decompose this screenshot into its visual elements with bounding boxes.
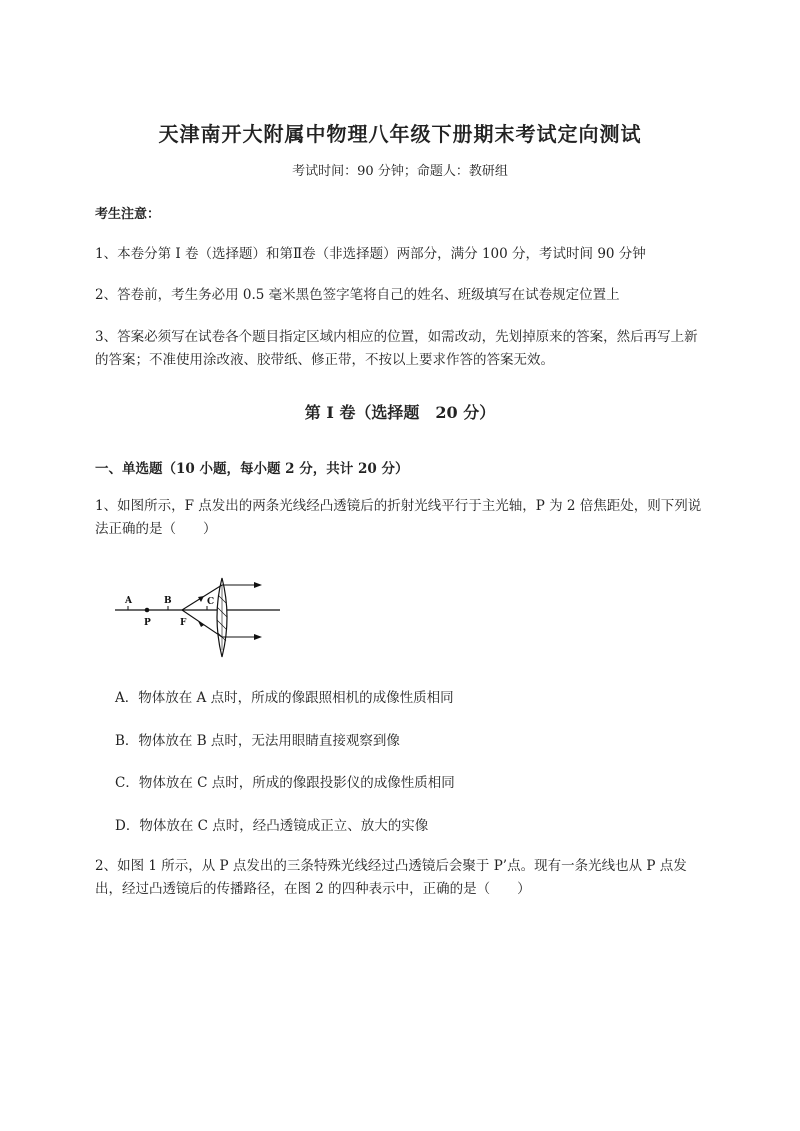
question-group-heading: 一、单选题（10 小题，每小题 2 分，共计 20 分） (95, 461, 409, 477)
option-c[interactable]: C．物体放在 C 点时，所成的像跟投影仪的成像性质相同 (115, 775, 455, 791)
label-f: F (180, 618, 187, 628)
option-b[interactable]: B．物体放在 B 点时，无法用眼睛直接观察到像 (115, 733, 400, 749)
label-c: C (207, 597, 215, 607)
label-a: A (125, 596, 132, 606)
notice-item-2: 2、答卷前，考生务必用 0.5 毫米黑色签字笔将自己的姓名、班级填写在试卷规定位置上 (95, 287, 620, 303)
section-title: 第 I 卷（选择题 20 分） (304, 403, 496, 422)
refracted-lower-arrow (254, 634, 262, 640)
exam-subtitle: 考试时间：90 分钟；命题人：教研组 (292, 164, 508, 179)
lens-ray-diagram (110, 575, 285, 660)
lens-diagram-svg (110, 575, 285, 660)
option-d[interactable]: D．物体放在 C 点时，经凸透镜成正立、放大的实像 (115, 818, 429, 834)
refracted-upper-arrow (254, 582, 262, 588)
page-title: 天津南开大附属中物理八年级下册期末考试定向测试 (158, 122, 642, 146)
label-b: B (164, 596, 172, 606)
notice-item-1: 1、本卷分第 I 卷（选择题）和第Ⅱ卷（非选择题）两部分，满分 100 分，考试时间 90 分钟 (95, 246, 646, 262)
notice-item-3: 3、答案必须写在试卷各个题目指定区域内相应的位置，如需改动，先划掉原来的答案，然后再写上新的答案；不准使用涂改液、胶带纸、修正带，不按以上要求作答的答案无效。 (95, 329, 698, 368)
question-1-stem: 1、如图所示，F 点发出的两条光线经凸透镜后的折射光线平行于主光轴，P 为 2 倍焦距处，则下列说法正确的是（ ） (95, 498, 702, 537)
ray-lower-incident (182, 610, 222, 637)
notice-heading: 考生注意： (95, 207, 161, 222)
option-a[interactable]: A．物体放在 A 点时，所成的像跟照相机的成像性质相同 (115, 690, 454, 706)
label-p: P (144, 618, 151, 628)
point-p-dot (145, 608, 150, 613)
question-2-stem: 2、如图 1 所示，从 P 点发出的三条特殊光线经过凸透镜后会聚于 P’点。现有一条光线也从 P 点发出，经过凸透镜后的传播路径，在图 2 的四种表示中，正确的是（ ） (95, 858, 687, 897)
